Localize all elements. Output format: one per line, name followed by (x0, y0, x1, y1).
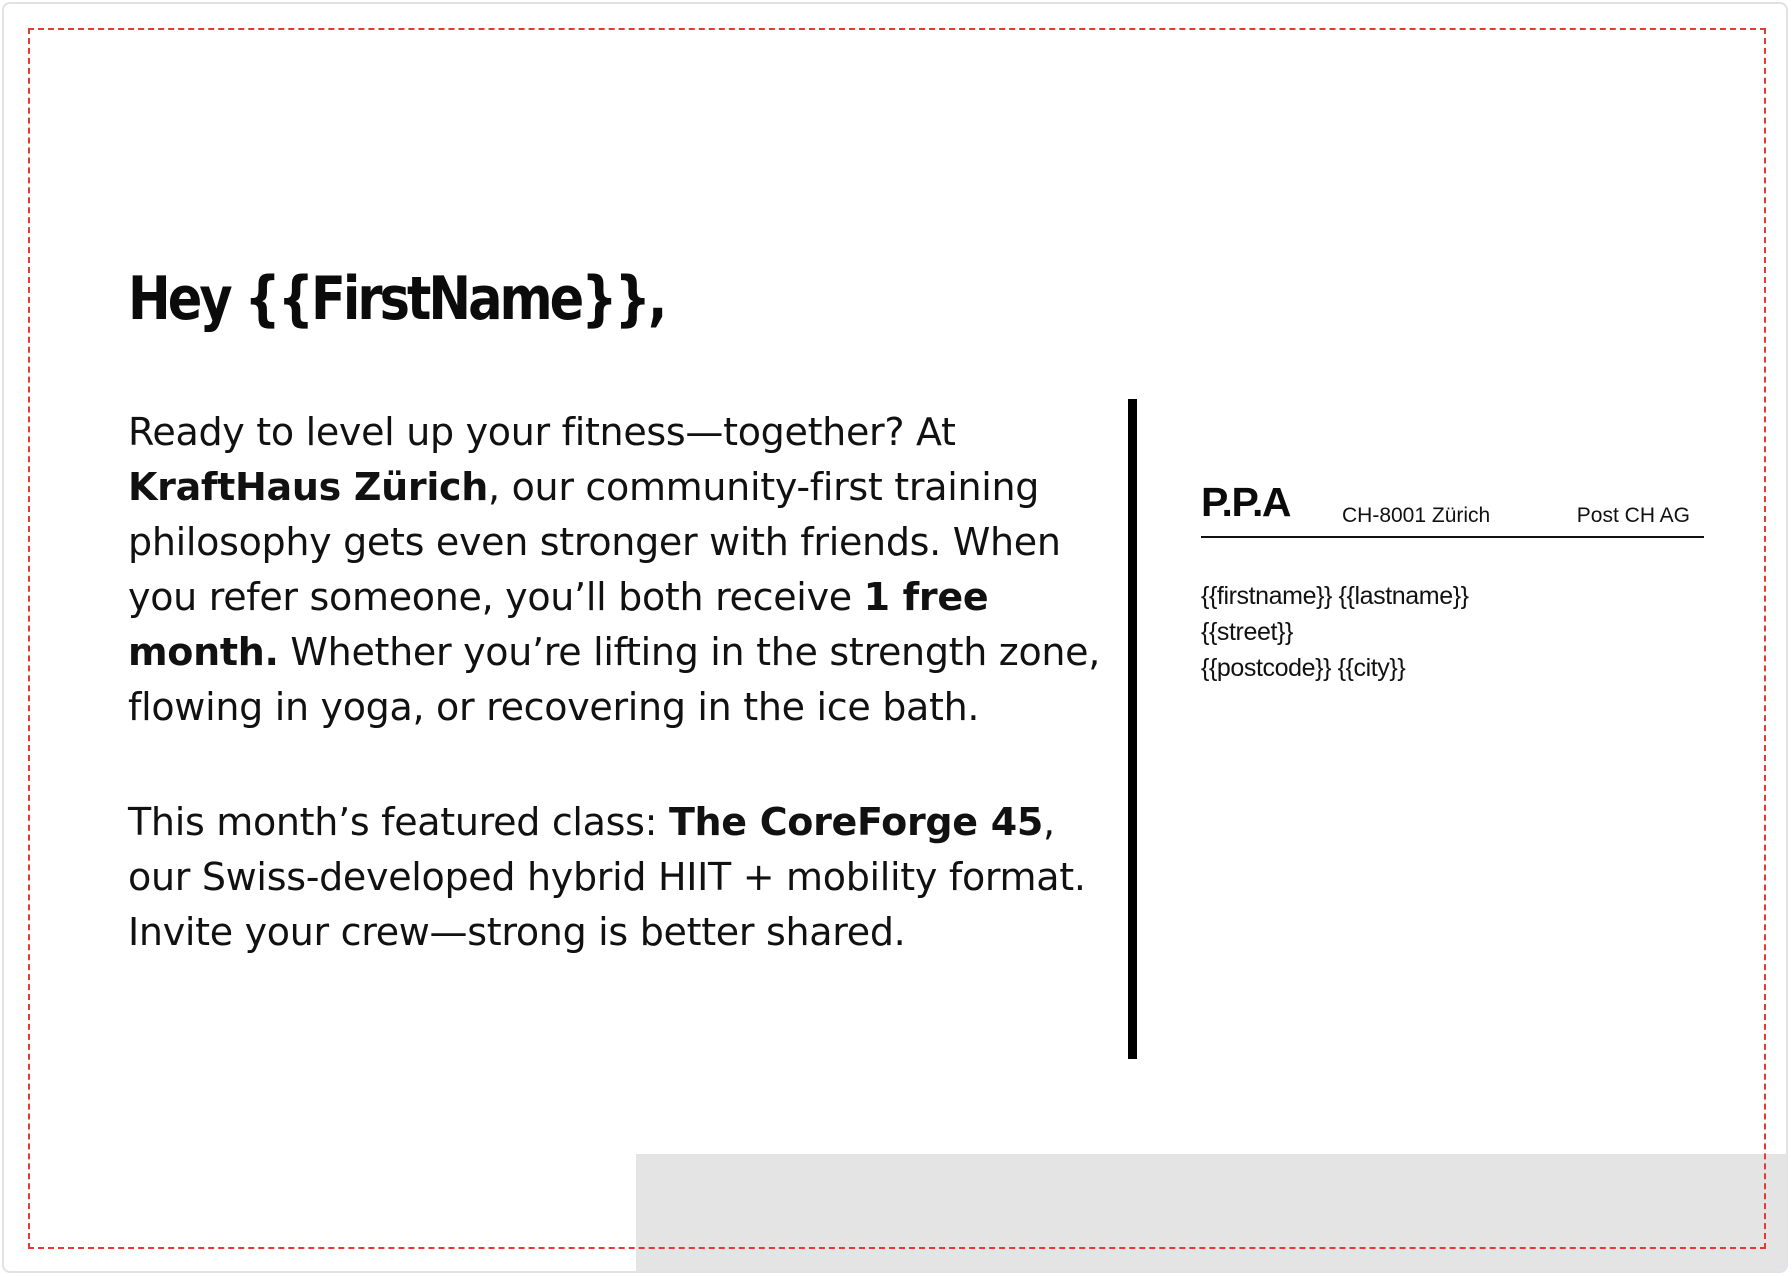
p2-intro: This month’s featured class: (128, 800, 669, 844)
greeting-heading: Hey {{FirstName}}, (128, 264, 665, 334)
ppa-mark: P.P.A (1201, 479, 1291, 525)
recipient-address (1201, 578, 1469, 686)
body-copy (128, 405, 1108, 960)
address-street-line: {{street}} (1201, 618, 1293, 646)
paragraph-referral (128, 405, 1108, 735)
postage-postcode-city: CH-8001 Zürich (1342, 504, 1491, 527)
vertical-divider (1128, 399, 1137, 1059)
address-name-line: {{firstname}} {{lastname}} (1201, 582, 1469, 610)
footer-band (636, 1154, 1788, 1273)
brand-name: KraftHaus Zürich (128, 465, 489, 509)
paragraph-featured-class (128, 795, 1108, 960)
offer-highlight: 1 free month. (128, 575, 989, 674)
p1-intro: Ready to level up your fitness—together? At (128, 410, 956, 454)
p1-end: Whether you’re lifting in the strength zone, flowing in yoga, or recovering in the ice bath. (128, 630, 1101, 729)
p2-end: , our Swiss-developed hybrid HIIT + mobility format. Invite your crew—strong is better shared. (128, 800, 1086, 954)
postage-provider: Post CH AG (1576, 504, 1690, 527)
featured-class-name: The CoreForge 45 (668, 800, 1043, 844)
p1-middle: , our community-first training philosophy gets even stronger with friends. When you refer someone, you’ll both receive (128, 465, 1061, 619)
address-city-line: {{postcode}} {{city}} (1201, 654, 1406, 682)
postage-header (1201, 478, 1704, 538)
